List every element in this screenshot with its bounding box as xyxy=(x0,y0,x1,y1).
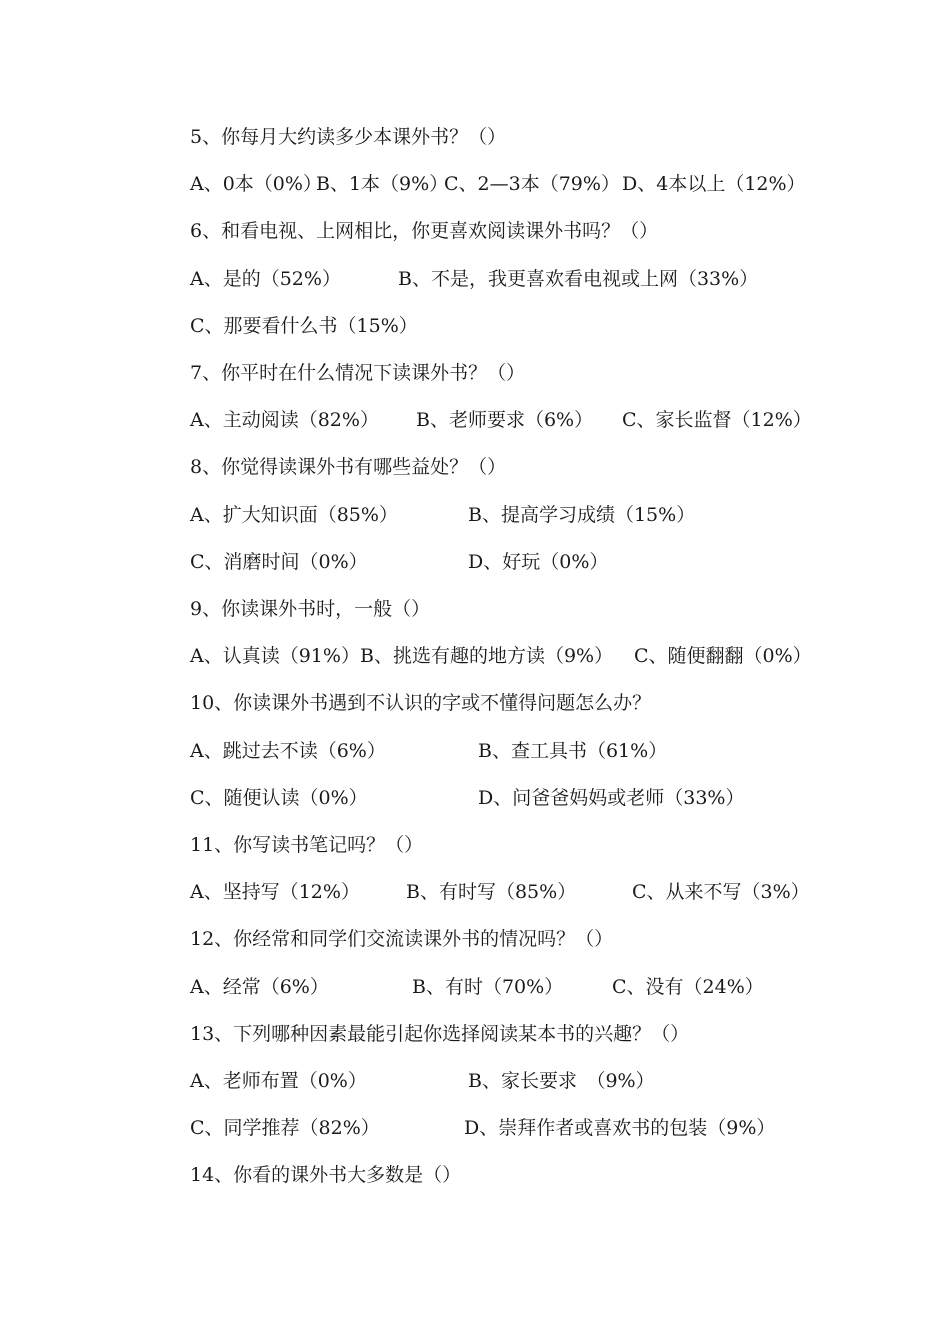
option: A、经常（6%） xyxy=(190,976,329,998)
option: D、好玩（0%） xyxy=(468,551,609,573)
question-text: 6、和看电视、上网相比，你更喜欢阅读课外书吗？（） xyxy=(190,220,659,242)
option: A、坚持写（12%） xyxy=(190,881,360,903)
option: D、崇拜作者或喜欢书的包装（9%） xyxy=(464,1117,776,1139)
option: A、跳过去不读（6%） xyxy=(190,740,386,762)
option: C、那要看什么书（15%） xyxy=(190,315,418,337)
option: C、随便翻翻（0%） xyxy=(634,645,812,667)
option: C、同学推荐（82%） xyxy=(190,1117,380,1139)
question-text: 13、下列哪种因素最能引起你选择阅读某本书的兴趣？（） xyxy=(190,1023,690,1045)
option: C、随便认读（0%） xyxy=(190,787,368,809)
option: A、0本（0%） xyxy=(190,173,322,195)
option: B、提高学习成绩（15%） xyxy=(468,504,696,526)
question-text: 14、你看的课外书大多数是（） xyxy=(190,1164,462,1186)
option: A、认真读（91%） xyxy=(190,645,360,667)
option: A、老师布置（0%） xyxy=(190,1070,367,1092)
option: B、挑选有趣的地方读（9%） xyxy=(360,645,614,667)
question-text: 10、你读课外书遇到不认识的字或不懂得问题怎么办？ xyxy=(190,692,652,714)
question-text: 7、你平时在什么情况下读课外书？（） xyxy=(190,362,526,384)
option: B、查工具书（61%） xyxy=(478,740,668,762)
option: A、主动阅读（82%） xyxy=(190,409,379,431)
option: C、没有（24%） xyxy=(612,976,764,998)
option: C、家长监督（12%） xyxy=(622,409,812,431)
question-text: 8、你觉得读课外书有哪些益处？（） xyxy=(190,456,507,478)
option: B、1本（9%） xyxy=(316,173,449,195)
option: C、从来不写（3%） xyxy=(632,881,810,903)
question-text: 12、你经常和同学们交流读课外书的情况吗？（） xyxy=(190,928,614,950)
option: B、家长要求 （9%） xyxy=(468,1070,655,1092)
option: B、有时写（85%） xyxy=(406,881,577,903)
option: B、老师要求（6%） xyxy=(416,409,594,431)
question-text: 9、你读课外书时，一般（） xyxy=(190,598,431,620)
option: A、是的（52%） xyxy=(190,268,341,290)
question-text: 11、你写读书笔记吗？（） xyxy=(190,834,424,856)
option: D、4本以上（12%） xyxy=(622,173,806,195)
option: C、消磨时间（0%） xyxy=(190,551,368,573)
option: C、2—3本（79%） xyxy=(444,173,620,195)
option: A、扩大知识面（85%） xyxy=(190,504,398,526)
option: B、有时（70%） xyxy=(412,976,564,998)
question-text: 5、你每月大约读多少本课外书？（） xyxy=(190,126,507,148)
option: D、问爸爸妈妈或老师（33%） xyxy=(478,787,745,809)
option: B、不是，我更喜欢看电视或上网（33%） xyxy=(398,268,759,290)
